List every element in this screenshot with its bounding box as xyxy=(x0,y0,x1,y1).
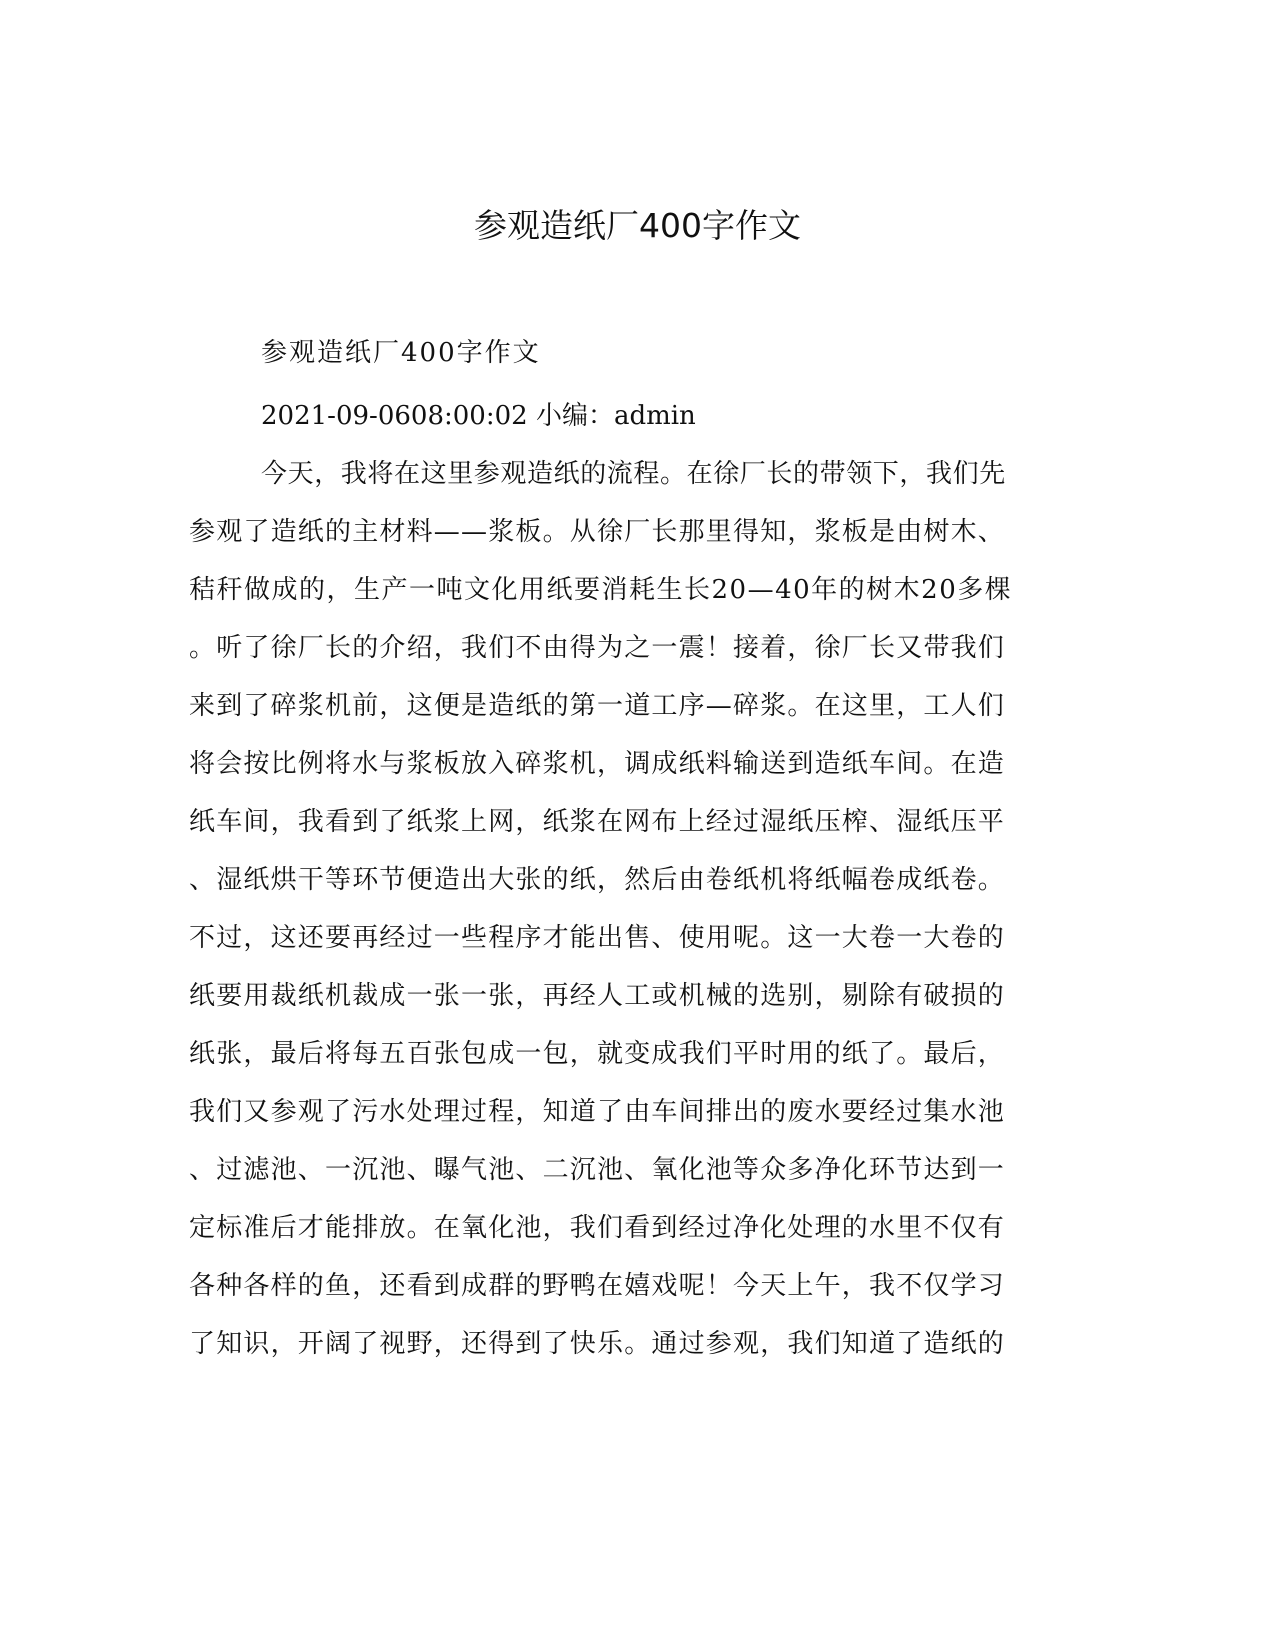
body-line: 了知识，开阔了视野，还得到了快乐。通过参观，我们知道了造纸的 xyxy=(189,1329,1006,1359)
body-line: 将会按比例将水与浆板放入碎浆机，调成纸料输送到造纸车间。在造 xyxy=(189,749,1006,779)
article-subtitle: 参观造纸厂400字作文 xyxy=(261,338,541,368)
article-meta: 2021-09-0608:00:02 小编：admin xyxy=(261,401,696,431)
body-line: 、过滤池、一沉池、曝气池、二沉池、氧化池等众多净化环节达到一 xyxy=(189,1155,1006,1185)
body-line: 。听了徐厂长的介绍，我们不由得为之一震！接着，徐厂长又带我们 xyxy=(189,633,1006,663)
body-line: 今天，我将在这里参观造纸的流程。在徐厂长的带领下，我们先 xyxy=(261,459,1006,489)
body-line: 不过，这还要再经过一些程序才能出售、使用呢。这一大卷一大卷的 xyxy=(189,923,1006,953)
body-line: 、湿纸烘干等环节便造出大张的纸，然后由卷纸机将纸幅卷成纸卷。 xyxy=(189,865,1006,895)
body-line: 纸要用裁纸机裁成一张一张，再经人工或机械的选别，剔除有破损的 xyxy=(189,981,1006,1011)
body-line: 我们又参观了污水处理过程，知道了由车间排出的废水要经过集水池 xyxy=(189,1097,1006,1127)
body-line: 各种各样的鱼，还看到成群的野鸭在嬉戏呢！今天上午，我不仅学习 xyxy=(189,1271,1006,1301)
body-line: 秸秆做成的，生产一吨文化用纸要消耗生长20—40年的树木20多棵 xyxy=(189,575,1013,605)
body-line: 参观了造纸的主材料——浆板。从徐厂长那里得知，浆板是由树木、 xyxy=(189,517,1006,547)
body-line: 纸车间，我看到了纸浆上网，纸浆在网布上经过湿纸压榨、湿纸压平 xyxy=(189,807,1006,837)
document-title: 参观造纸厂400字作文 xyxy=(474,206,801,245)
body-line: 纸张，最后将每五百张包成一包，就变成我们平时用的纸了。最后， xyxy=(189,1039,1006,1069)
body-line: 来到了碎浆机前，这便是造纸的第一道工序—碎浆。在这里，工人们 xyxy=(189,691,1006,721)
body-line: 定标准后才能排放。在氧化池，我们看到经过净化处理的水里不仅有 xyxy=(189,1213,1006,1243)
